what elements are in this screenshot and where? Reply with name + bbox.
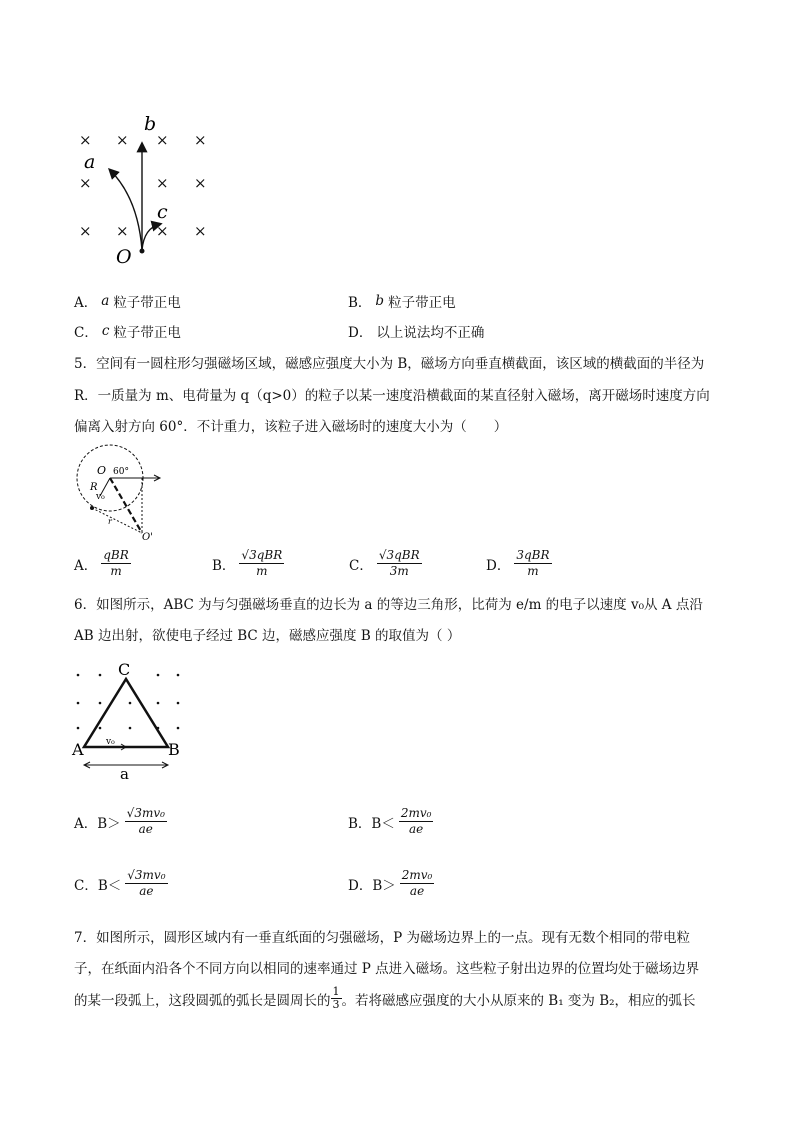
q4-figure [70,108,220,268]
cross-mark: × [156,174,169,192]
label-side-a: a [120,765,129,783]
cross-mark: × [194,131,207,149]
cross-mark: × [194,222,207,240]
cross-mark: × [156,131,169,149]
q4-option-b: B． b 粒子带正电 [348,293,456,311]
q6-figure [70,655,190,785]
cross-mark: × [116,222,129,240]
label-R: R [90,482,98,493]
label-c: c [157,201,168,223]
label-b-vertex: B [168,740,180,759]
cross-mark: × [194,174,207,192]
q6-option-a: A．B＞ $\frac{\text{√3mv₀}}{ae}$ [74,806,165,836]
q5-line-1: 5．空间有一圆柱形匀强磁场区域，磁感应强度大小为 B，磁场方向垂直横截面，该区域的横截面的半径为 [74,356,705,372]
q7-line-3: 的某一段弧上，这段圆弧的弧长是圆周长的 $\frac{1}{3}$ 。若将磁感应强度的大小从原来的 B₁ 变为 B₂，相应的弧长 [74,985,696,1011]
label-b: b [144,113,157,135]
triangle-abc [84,679,168,747]
q4-option-d: D． 以上说法均不正确 [348,325,485,341]
cross-mark: × [116,131,129,149]
q5-figure [70,440,170,545]
label-r: r [108,517,112,526]
q6-option-b: B．B＜ $\frac{\text{2mv₀}}{ae}$ [348,806,432,836]
q5-option-d: D． $\frac{\text{3qBR}}{m}$ [486,548,550,578]
q5-line-3: 偏离入射方向 60°．不计重力，该粒子进入磁场时的速度大小为（ ） [74,419,508,435]
q5-option-c: C． $\frac{\text{√3qBR}}{3m}$ [349,548,420,578]
q6-line-1: 6．如图所示，ABC 为与匀强磁场垂直的边长为 a 的等边三角形，比荷为 e/m 的电子以速度 v₀从 A 点沿 [74,597,703,613]
q6-option-c: C．B＜ $\frac{\text{√3mv₀}}{ae}$ [74,868,166,898]
q5-line-2: R．一质量为 m、电荷量为 q（q>0）的粒子以某一速度沿横截面的某直径射入磁场，离开磁场时速度方向 [74,388,710,404]
label-o: O [97,464,107,477]
label-o-prime: O' [142,532,153,543]
origin-point [140,249,145,254]
label-v0: v₀ [96,492,105,502]
label-v0: v₀ [106,737,115,747]
cross-mark: × [156,222,169,240]
label-a: a [84,151,96,173]
cross-mark: × [79,222,92,240]
q5-option-b: B． $\frac{\text{√3qBR}}{m}$ [212,548,283,578]
q4-option-c: C． c 粒子带正电 [74,323,181,341]
q7-line-1: 7．如图所示，圆形区域内有一垂直纸面的匀强磁场，P 为磁场边界上的一点。现有无数个相同的带电粒 [74,930,690,946]
entry-point [90,506,94,510]
label-angle: 60° [113,467,129,477]
q4-option-a: A． a 粒子带正电 [74,293,181,311]
q7-line-2: 子，在纸面内沿各个不同方向以相同的速率通过 P 点进入磁场。这些粒子射出边界的位置均处于磁场边界 [74,961,700,977]
label-c-vertex: C [118,660,131,679]
q5-option-a: A． $\frac{\text{qBR}}{m}$ [74,548,129,578]
q4-cross-grid [79,131,207,240]
cross-mark: × [79,131,92,149]
cross-mark: × [79,174,92,192]
label-o: O [116,246,132,268]
q6-option-d: D．B＞ $\frac{\text{2mv₀}}{ae}$ [348,868,433,898]
q6-line-2: AB 边出射，欲使电子经过 BC 边，磁感应强度 B 的取值为（ ） [74,628,461,644]
label-a-vertex: A [72,740,84,759]
